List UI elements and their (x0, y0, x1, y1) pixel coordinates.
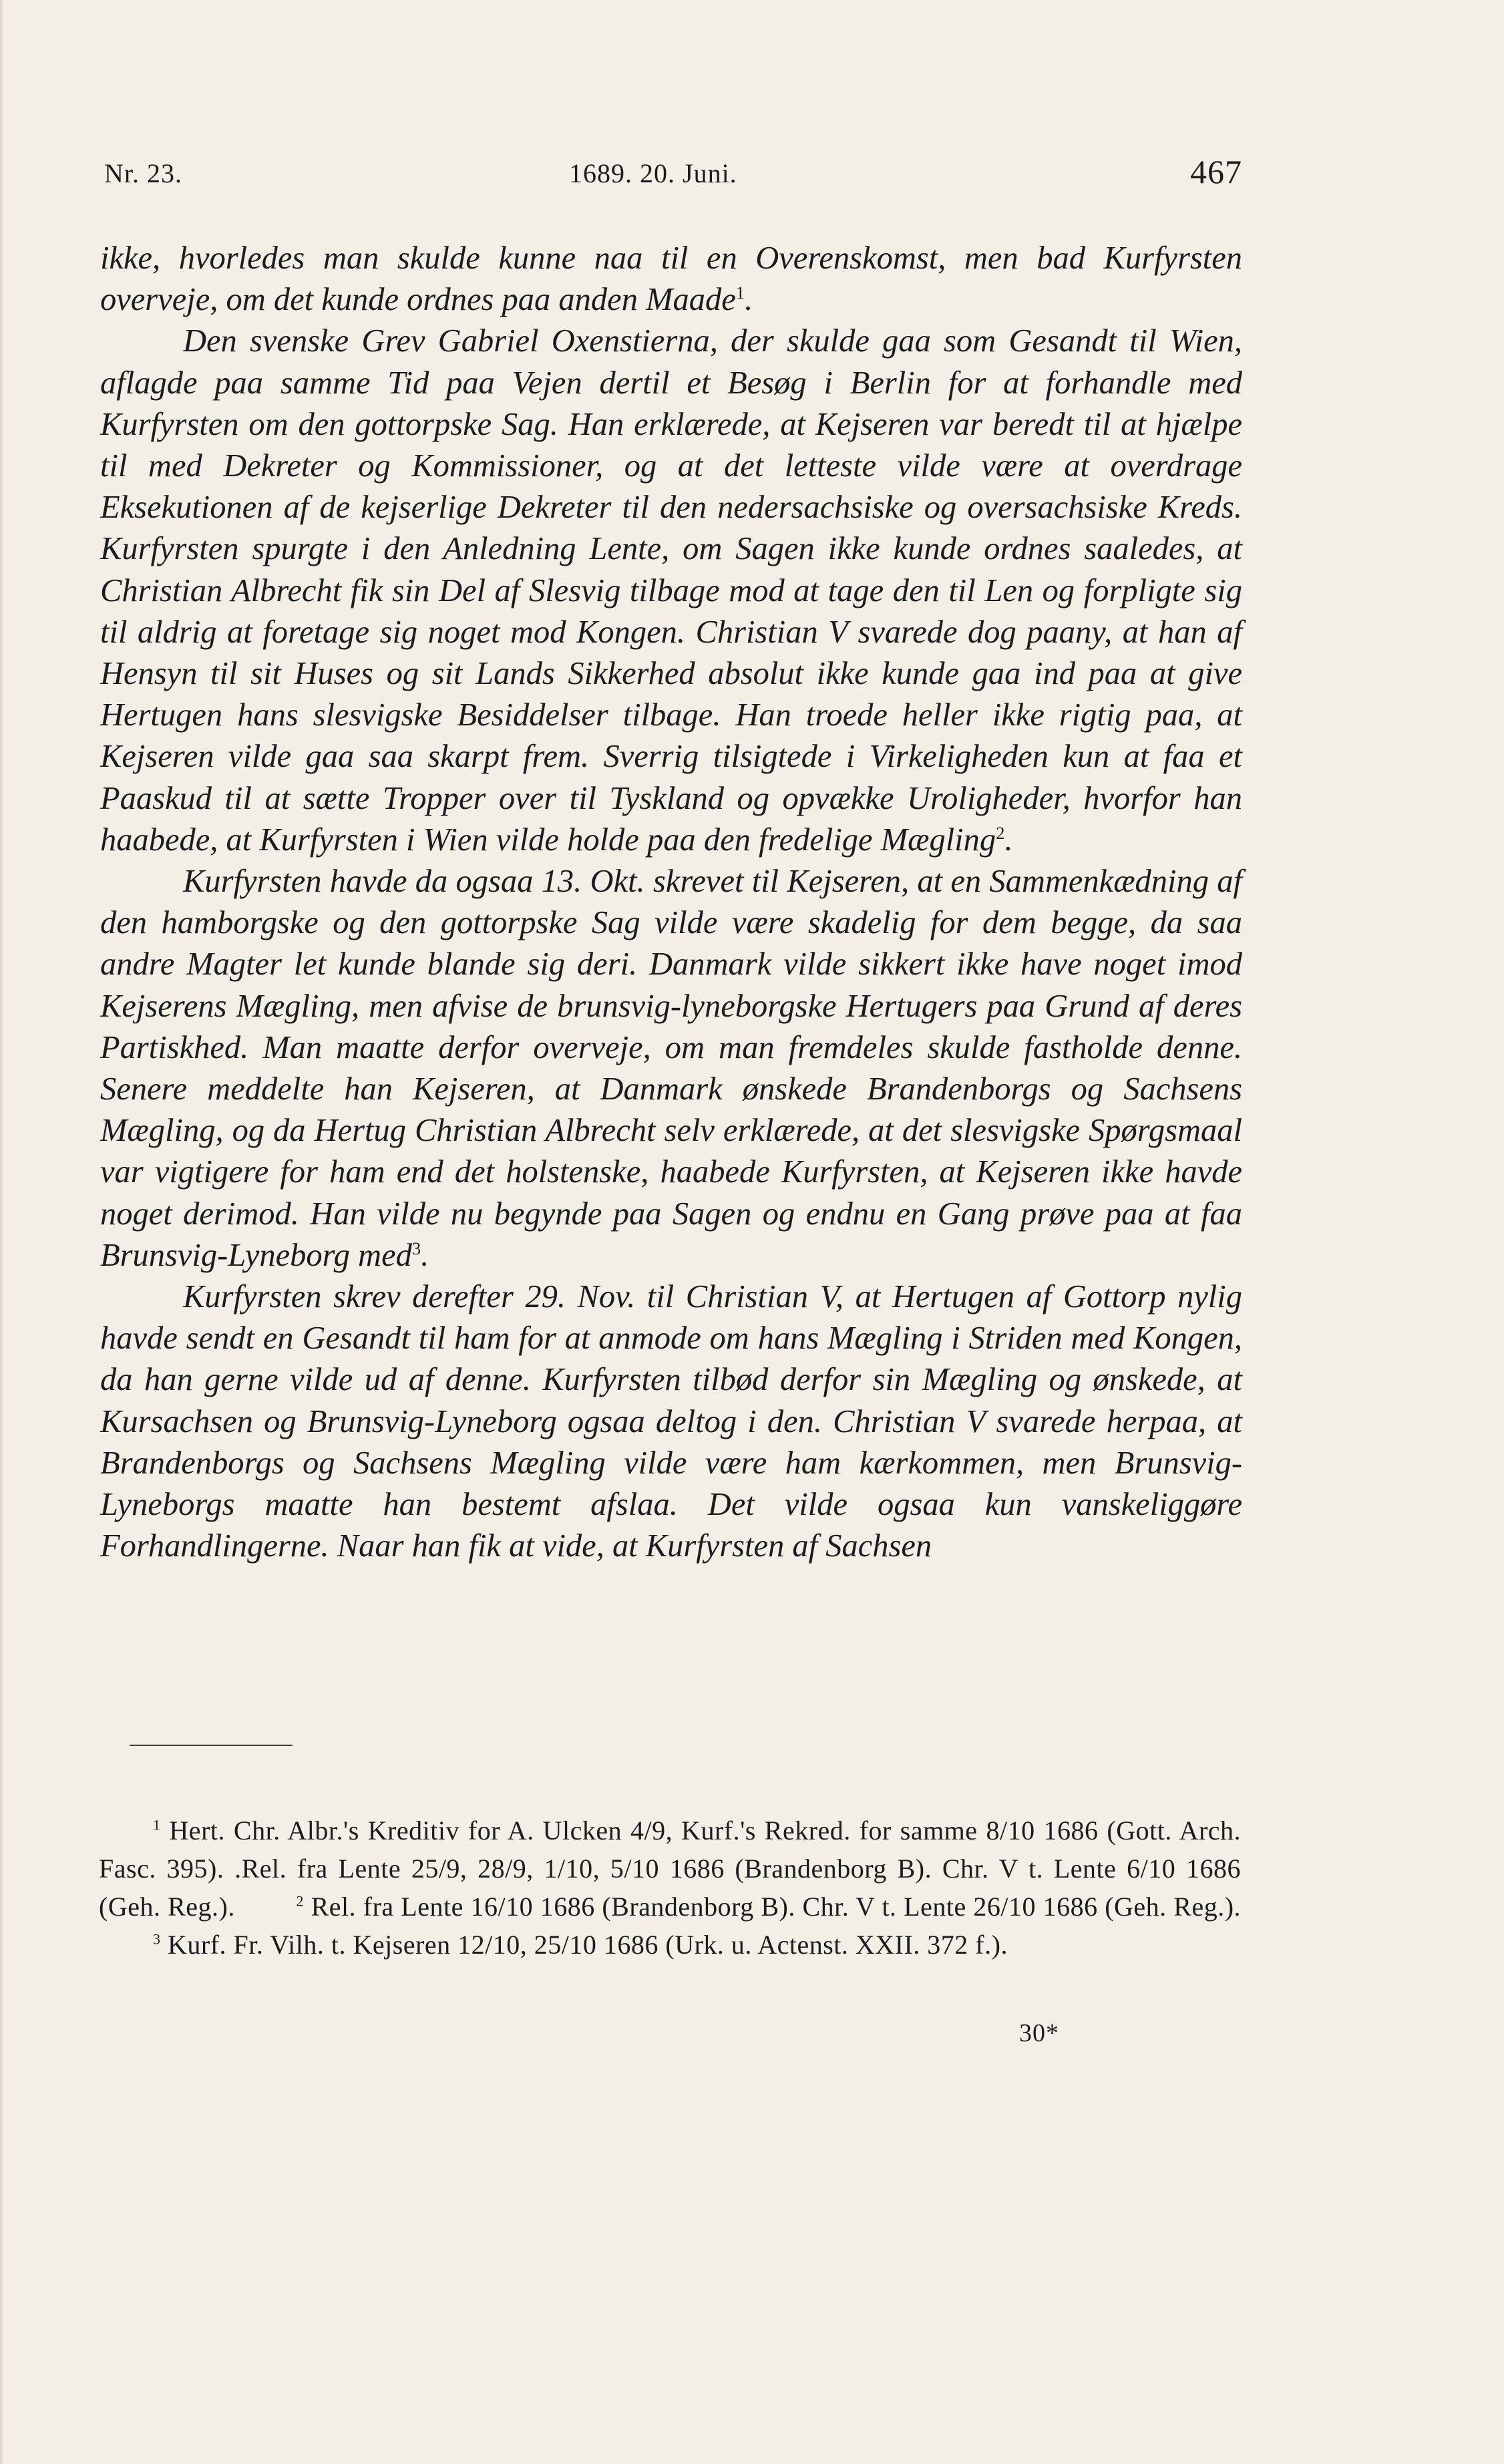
footnote-mark-3: 3 (153, 1930, 161, 1948)
footnote-text: 1686 (Brandenborg B). Chr. V t. Lente (669, 1854, 1117, 1884)
paragraph-text: Kurfyrsten havde da ogsaa 13. Okt. skrevet til Kejseren, at en Sammenkædning af den hamborgske og den gottorpske Sag vilde være skadelig for dem begge, da saa andre Magter let kunde blande sig deri. Danmark vilde sikkert ikke have noget imod Kejserens Mægling, men afvise de brunsvig-lyneborgske Hertugers paa Grund af deres Partiskhed. Man maatte derfor overveje, om man fremdeles skulde fastholde denne. Senere meddelte han Kejseren, at Danmark ønskede Brandenborgs og Sachsens Mægling, og da Hertug Christian Albrecht selv erklærede, at det slesvigske Spørgsmaal var vigtigere for ham end det holstenske, haabede Kurfyrsten, at Kejseren ikke havde noget derimod. Han vilde nu begynde paa Sagen og endnu en Gang prøve paa at faa Brunsvig-Lyneborg med (100, 864, 1242, 1273)
footnote-text: 1686 (Brandenborg B). Chr. V t. Lente (540, 1892, 966, 1922)
paragraph-3 (100, 861, 1242, 1276)
page-number: 467 (1190, 153, 1242, 190)
footnote-ref-3: 3 (411, 1238, 421, 1258)
running-header (104, 153, 1242, 198)
paragraph-text: Den svenske Grev Gabriel Oxenstierna, der skulde gaa som Gesandt til Wien, aflagde paa samme Tid paa Vejen dertil et Besøg i Berlin for at forhandle med Kurfyrsten om den gottorpske Sag. Han erklærede, at Kejseren var beredt til at hjælpe til med Dekreter og Kommissioner, og at det letteste vilde være at overdrage Eksekutionen af de kejserlige Dekreter til den nedersachsiske og oversachsiske Kreds. Kurfyrsten spurgte i den Anledning Lente, om Sagen ikke kunde ordnes saaledes, at Christian Albrecht fik sin Del af Slesvig tilbage mod at tage den til Len og forpligte sig til aldrig at foretage sig noget mod Kongen. Christian V svarede dog paany, at han af Hensyn til sit Huses og sit Lands Sikkerhed absolut ikke kunde gaa ind paa at give Hertugen hans slesvigske Besiddelser tilbage. Han troede heller ikke rigtig paa, at Kejseren vilde gaa saa skarpt frem. Sverrig tilsigtede i Virkeligheden kun at faa et Paaskud til at sætte Tropper over til Tyskland og opvække Uroligheder, hvorfor han haabede, at Kurfyrsten i Wien vilde holde paa den fredelige Mægling (100, 323, 1242, 858)
footnote-date: 25/9, 28/9, 1/10, 5/10 (411, 1854, 659, 1884)
footnote-date: 26/10 (973, 1892, 1036, 1922)
footnote-ref-2: 2 (996, 822, 1005, 843)
footnote-text: Kurf. Fr. Vilh. t. Kejseren (168, 1930, 451, 1960)
footnote-date: 12/10, 25/10 (457, 1930, 597, 1960)
footnote-ref-1: 1 (735, 283, 745, 303)
paragraph-text: Kurfyrsten skrev derefter 29. Nov. til Christian V, at Hertugen af Gottorp nylig havde sendt en Gesandt til ham for at anmode om hans Mægling i Striden med Kongen, da han gerne vilde ud af denne. Kurfyrsten tilbød derfor sin Mægling og ønskede, at Kursachsen og Brunsvig-Lyneborg ogsaa deltog i den. Christian V svarede herpaa, at Brandenborgs og Sachsens Mægling vilde være ham kærkommen, men Brunsvig-Lyneborgs maatte han bestemt afslaa. Det vilde ogsaa kun vanskeliggøre Forhandlingerne. Naar han fik at vide, at Kurfyrsten af Sachsen (100, 1279, 1242, 1564)
page-edge (0, 0, 4, 2464)
footnote-text: Rel. fra Lente (311, 1892, 463, 1922)
footnote-text: 1686 (Geh. Reg.). (1043, 1892, 1242, 1922)
footnote-text: , Kurf.'s Rekred. for samme (665, 1815, 978, 1845)
document-date: 1689. 20. Juni. (569, 158, 737, 188)
paragraph-4 (100, 1276, 1242, 1567)
body-text (100, 238, 1242, 1568)
paragraph-tail: . (745, 282, 753, 318)
footnote-date: 6/10 (1127, 1854, 1176, 1884)
footnote-text: Hert. Chr. Albr.'s Kreditiv for A. Ulcken (169, 1815, 622, 1845)
footnote-date: 4/9 (630, 1815, 666, 1845)
footnote-text: 1686 (Geh. Reg.). (99, 1854, 1242, 1922)
footnote-divider (130, 1745, 293, 1746)
paragraph-text: ikke, hvorledes man skulde kunne naa til en Overenskomst, men bad Kurfyrsten overveje, om det kunde ordnes paa anden Maade (100, 240, 1242, 318)
footnote-text: 1686 (Gott. Arch. Fasc. 395). .Rel. fra Lente (99, 1815, 1242, 1884)
footnotes-block (99, 1811, 1241, 1964)
footnotes (99, 1811, 1241, 1964)
paragraph-tail: . (421, 1237, 429, 1273)
footnote-text: 1686 (Urk. u. Actenst. XXII. 372 f.). (603, 1930, 1008, 1960)
paragraph-tail: . (1004, 822, 1013, 858)
footnote-mark-2: 2 (296, 1892, 304, 1910)
paragraph-2 (100, 321, 1242, 861)
footnote-mark-1: 1 (153, 1816, 161, 1833)
paragraph-1 (100, 238, 1242, 321)
document-number: Nr. 23. (104, 158, 182, 188)
sheet-signature: 30* (1019, 2019, 1059, 2047)
footnote-date: 16/10 (470, 1892, 534, 1922)
footnote-date: 8/10 (986, 1815, 1035, 1845)
